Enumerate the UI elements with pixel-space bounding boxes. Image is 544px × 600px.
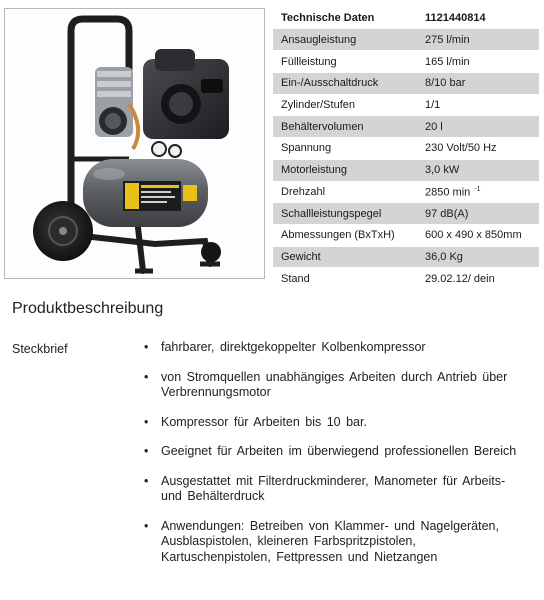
- spec-row: [273, 181, 539, 203]
- compressor-image: [5, 9, 264, 278]
- list-item-text: Ausgestattet mit Filterdruckminderer, Manometer für Arbeits- und Behälterdruck: [161, 473, 506, 503]
- spec-value: 36,0 Kg: [419, 246, 539, 268]
- product-photo: [4, 8, 265, 279]
- spec-label: Zylinder/Stufen: [273, 94, 419, 116]
- list-item-text: fahrbarer, direktgekoppelter Kolbenkompressor: [161, 340, 426, 354]
- spec-header-value: 1121440814: [419, 8, 539, 29]
- spec-value: 165 l/min: [419, 51, 539, 73]
- spec-value: [419, 181, 539, 203]
- steckbrief-label: Steckbrief: [12, 342, 68, 356]
- feature-list: [144, 340, 524, 579]
- spec-label: Gewicht: [273, 246, 419, 268]
- spec-label: Motorleistung: [273, 159, 419, 181]
- spec-row: [273, 73, 539, 95]
- spec-label: Drehzahl: [273, 181, 419, 203]
- spec-label: Stand: [273, 268, 419, 290]
- spec-value: 275 l/min: [419, 29, 539, 51]
- list-item-text: von Stromquellen unabhängiges Arbeiten durch Antrieb über Verbrennungsmotor: [161, 369, 508, 399]
- spec-row: [273, 224, 539, 246]
- spec-label: Spannung: [273, 138, 419, 160]
- spec-value: 97 dB(A): [419, 203, 539, 225]
- spec-value: 3,0 kW: [419, 159, 539, 181]
- list-item: [144, 444, 524, 460]
- list-item: [144, 415, 524, 431]
- spec-value: 8/10 bar: [419, 73, 539, 95]
- spec-value-superscript: -1: [474, 185, 481, 193]
- technical-data-table: [273, 8, 539, 290]
- spec-label: Abmessungen (BxTxH): [273, 224, 419, 246]
- bullet-icon: •: [144, 340, 149, 354]
- spec-label: Füllleistung: [273, 51, 419, 73]
- spec-label: Behältervolumen: [273, 116, 419, 138]
- spec-row: [273, 94, 539, 116]
- spec-row: [273, 116, 539, 138]
- spec-label: Ansaugleistung: [273, 29, 419, 51]
- spec-header-label: Technische Daten: [273, 8, 419, 29]
- list-item: [144, 474, 524, 505]
- spec-row: [273, 268, 539, 290]
- spec-header-row: [273, 8, 539, 29]
- bullet-icon: •: [144, 473, 149, 488]
- spec-label: Ein-/Ausschaltdruck: [273, 73, 419, 95]
- spec-value-text: 2850 min: [425, 186, 471, 199]
- spec-row: [273, 138, 539, 160]
- list-item: [144, 519, 524, 566]
- bullet-icon: •: [144, 444, 149, 458]
- spec-row: [273, 29, 539, 51]
- spec-row: [273, 246, 539, 268]
- spec-label: Schallleistungspegel: [273, 203, 419, 225]
- spec-value: 29.02.12/ dein: [419, 268, 539, 290]
- list-item-text: Geeignet für Arbeiten im überwiegend professionellen Bereich: [161, 444, 517, 458]
- spec-value: 1/1: [419, 94, 539, 116]
- spec-value: 600 x 490 x 850mm: [419, 224, 539, 246]
- list-item: [144, 340, 524, 356]
- bullet-icon: •: [144, 414, 149, 429]
- list-item: [144, 370, 524, 401]
- spec-value: 20 l: [419, 116, 539, 138]
- spec-row: [273, 203, 539, 225]
- section-title: Produktbeschreibung: [12, 300, 164, 317]
- bullet-icon: •: [144, 518, 149, 533]
- bullet-icon: •: [144, 369, 149, 384]
- spec-row: [273, 51, 539, 73]
- spec-row: [273, 159, 539, 181]
- list-item-text: Anwendungen: Betreiben von Klammer- und Nagelgeräten, Ausblaspistolen, kleineren Farbspritzpistolen, Kartuschenpistolen, Fettpressen und Nietzangen: [161, 518, 499, 564]
- list-item-text: Kompressor für Arbeiten bis 10 bar.: [161, 414, 367, 429]
- spec-value: 230 Volt/50 Hz: [419, 138, 539, 160]
